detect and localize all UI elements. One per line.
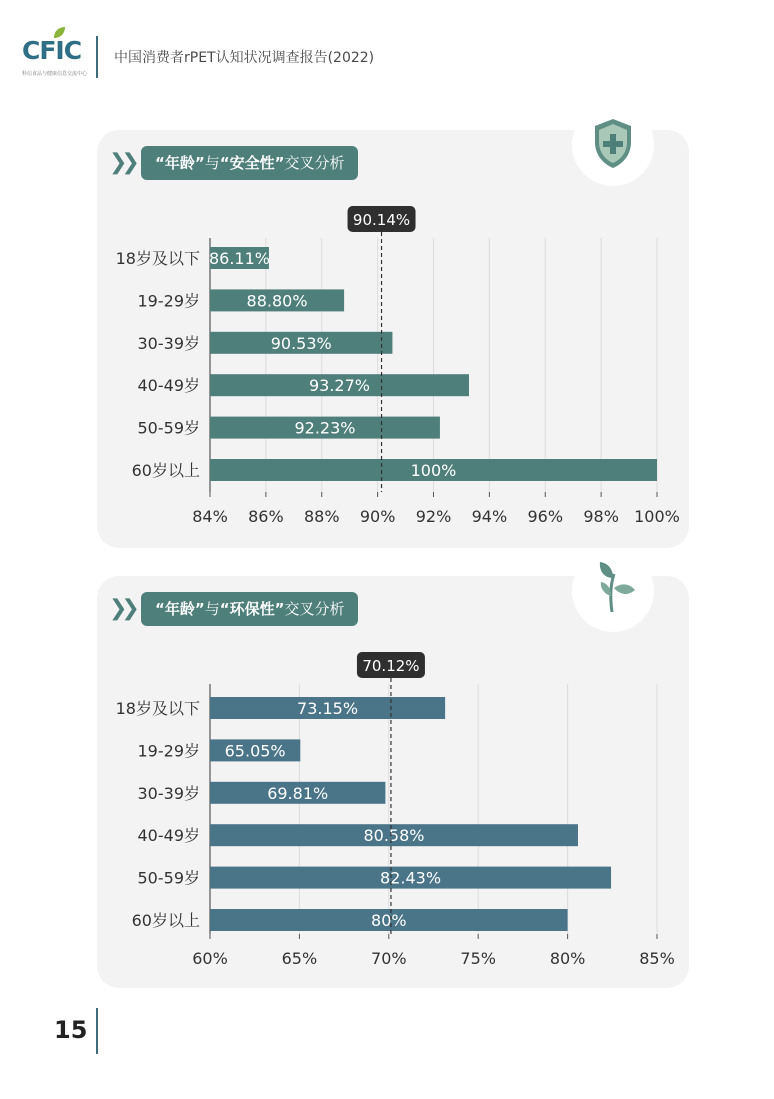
page-number: 15 — [54, 1016, 88, 1044]
x-tick-label: 84% — [192, 507, 228, 526]
bar-value-label: 69.81% — [267, 783, 329, 803]
category-label: 18岁及以下 — [115, 699, 200, 718]
category-label: 40-49岁 — [137, 826, 200, 846]
logo-subtitle: 科信食品与健康信息交流中心 — [22, 71, 88, 77]
x-tick-label: 75% — [460, 949, 496, 968]
title-part-analysis: 交叉分析 — [284, 600, 345, 618]
title-part-topic: “安全性” — [219, 154, 285, 172]
category-label: 50-59岁 — [137, 868, 200, 888]
title-part-analysis: 交叉分析 — [284, 154, 345, 172]
chart-panel-safety — [97, 130, 689, 548]
bar-value-label: 100% — [410, 461, 457, 480]
bar-value-label: 82.43% — [380, 868, 442, 888]
x-tick-label: 85% — [639, 949, 675, 968]
footer-divider — [96, 1008, 98, 1054]
category-label: 18岁及以下 — [115, 249, 200, 268]
title-part-age: “年龄” — [155, 600, 205, 618]
bar-chart-eco — [97, 576, 689, 988]
x-tick-label: 80% — [549, 949, 586, 968]
category-label: 19-29岁 — [137, 741, 200, 761]
bar-value-label: 80.58% — [363, 826, 425, 846]
category-label: 60岁以上 — [131, 461, 200, 480]
chevron-right-icon: ❯❯ — [109, 596, 134, 621]
category-label: 19-29岁 — [137, 291, 200, 311]
x-tick-label: 86% — [248, 507, 284, 526]
x-tick-label: 92% — [415, 507, 452, 526]
x-tick-label: 96% — [527, 507, 564, 526]
bar-value-label: 92.23% — [294, 418, 356, 438]
category-label: 40-49岁 — [137, 376, 200, 396]
reference-label: 70.12% — [362, 657, 420, 675]
bar-value-label: 80% — [371, 911, 407, 930]
leaf-icon — [52, 26, 66, 40]
x-tick-label: 94% — [471, 507, 508, 526]
bar-value-label: 86.11% — [208, 249, 270, 268]
bar-value-label: 88.80% — [246, 291, 308, 311]
x-tick-label: 60% — [192, 949, 228, 968]
chevron-right-icon: ❯❯ — [109, 150, 134, 175]
title-part-and: 与 — [204, 154, 220, 172]
page-header — [0, 0, 774, 90]
chart-panel-eco — [97, 576, 689, 988]
bar-chart-safety — [97, 130, 689, 548]
title-part-and: 与 — [204, 600, 220, 618]
bar-value-label: 73.15% — [297, 699, 359, 718]
x-tick-label: 100% — [634, 507, 680, 526]
category-label: 30-39岁 — [137, 783, 200, 803]
title-part-topic: “环保性” — [219, 600, 285, 618]
header-divider — [96, 36, 98, 78]
bar-value-label: 65.05% — [224, 741, 286, 761]
category-label: 60岁以上 — [131, 911, 200, 930]
category-label: 30-39岁 — [137, 333, 200, 353]
title-part-age: “年龄” — [155, 154, 205, 172]
report-title: 中国消费者rPET认知状况调查报告(2022) — [114, 50, 375, 66]
reference-label: 90.14% — [352, 211, 411, 229]
x-tick-label: 88% — [303, 507, 340, 526]
logo-text: CFIC — [22, 36, 82, 65]
bar-value-label: 93.27% — [308, 376, 370, 396]
x-tick-label: 65% — [281, 949, 318, 968]
cfic-logo — [22, 30, 88, 80]
x-tick-label: 98% — [583, 507, 619, 526]
x-tick-label: 90% — [359, 507, 396, 526]
x-tick-label: 70% — [371, 949, 407, 968]
bar-value-label: 90.53% — [270, 333, 332, 353]
category-label: 50-59岁 — [137, 418, 200, 438]
